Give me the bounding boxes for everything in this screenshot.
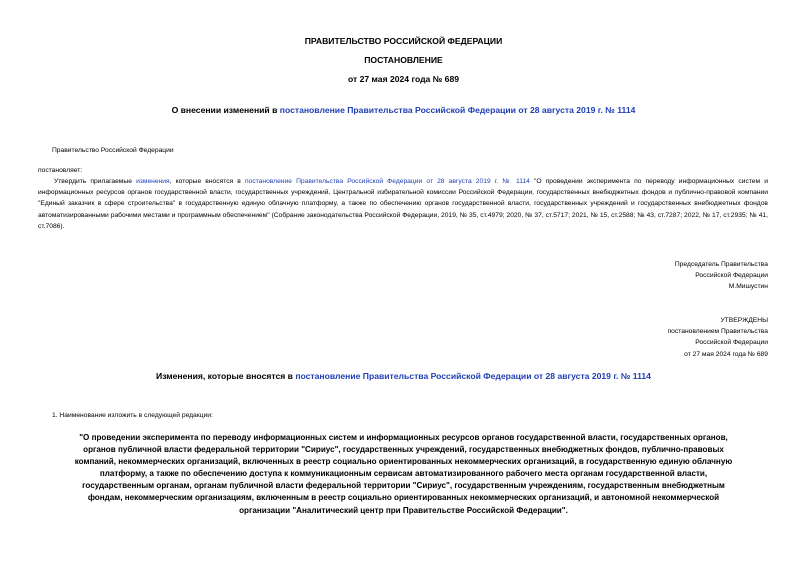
quote-line: "О проведении эксперимента по переводу информационных систем и информационных ресурсов органов государственной власти, государственных органов,	[79, 433, 728, 442]
document-title	[0, 105, 807, 115]
quote-line: платформу, а также по обеспечению доступа к коммуникационным сервисам автоматизированного рабочего места органам государственной власти,	[99, 469, 708, 479]
quote-line: органов публичной власти федеральной территории "Сириус", государственных учреждений, государственных внебюджетных фондов, публично-правовых	[83, 445, 724, 455]
main-paragraph	[38, 176, 768, 232]
quote-line: фондам, некоммерческим организациям, включенным в реестр социально ориентированных некоммерческих организаций, и автономной некоммерческой	[87, 493, 720, 503]
document-date-number: от 27 мая 2024 года № 689	[347, 74, 460, 84]
para-text-mid: , которые вносятся в	[169, 178, 245, 185]
changes-link[interactable]: изменения	[136, 178, 170, 185]
approved-org: Российской Федерации	[695, 339, 768, 347]
signature-org: Российской Федерации	[695, 272, 768, 280]
decree-link[interactable]: постановление Правительства Российской Федерации от 28 августа 2019 г. № 1114	[244, 178, 530, 185]
title-prefix: О внесении изменений в	[171, 105, 280, 115]
new-title-quote	[40, 432, 767, 517]
para-text-rest: "О проведении эксперимента по переводу информационных систем и информационных ресурсов органов государственной власти, государственных учреждений, Центральной избирательной комиссии Российской Федерации, государственных внебюджетных фондов и публично-правовой компании "Единый заказчик в сфере строительства" в государственную единую облачную платформу, а также по обеспечению органов государственной власти, государственных учреждений и государственных внебюджетных фондов автоматизированными рабочими местами и программным обеспечением" (Собрание законодательства Российской Федерации, 2019, № 35, ст.4979; 2020, № 37, ст.5717; 2021, № 15, ст.2588; № 43, ст.7287; 2022, № 17, ст.2935; № 41, ст.7086).	[38, 178, 768, 230]
title-link[interactable]: постановление Правительства Российской Федерации от 28 августа 2019 г. № 1114	[279, 105, 636, 115]
signature-position: Председатель Правительства	[674, 261, 768, 268]
approved-title: УТВЕРЖДЕНЫ	[720, 317, 768, 324]
approved-block	[560, 315, 768, 360]
approved-date: от 27 мая 2024 года № 689	[684, 350, 768, 358]
issuer: Правительство Российской Федерации	[52, 147, 174, 154]
signature-name: М.Мишустин	[728, 283, 768, 291]
changes-title-link[interactable]: постановление Правительства Российской Федерации от 28 августа 2019 г. № 1114	[295, 371, 651, 381]
quote-line: компаний, некоммерческих организаций, включенных в реестр социально ориентированных некоммерческих организаций, в государственную единую облачную	[74, 457, 733, 467]
changes-title	[0, 371, 807, 381]
signature-block	[560, 259, 768, 293]
decrees-word: постановляет:	[38, 167, 83, 174]
para-text-prefix: Утвердить прилагаемые	[54, 178, 137, 185]
document-type: ПОСТАНОВЛЕНИЕ	[364, 55, 443, 65]
approved-by: постановлением Правительства	[667, 328, 768, 336]
quote-line: организации "Аналитический центр при Правительстве Российской Федерации".	[239, 505, 568, 515]
item-1: 1. Наименование изложить в следующей редакции:	[52, 412, 213, 419]
quote-line: государственным органам, органам публичной власти федеральной территории "Сириус", государственным учреждениям, государственным внебюджетным	[82, 481, 725, 491]
changes-title-prefix: Изменения, которые вносятся в	[156, 371, 296, 381]
government-heading: ПРАВИТЕЛЬСТВО РОССИЙСКОЙ ФЕДЕРАЦИИ	[304, 36, 503, 46]
